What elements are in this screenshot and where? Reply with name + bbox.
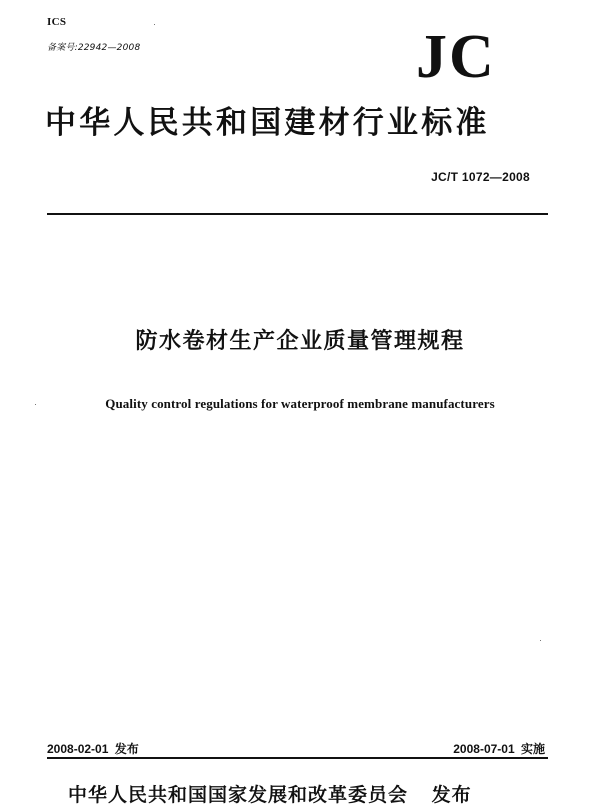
implement-label: 实施 [520,742,545,756]
organization-title: 中华人民共和国建材行业标准 [45,105,490,141]
top-divider [47,213,548,215]
issue-date-line [47,740,139,757]
ics-label: ICS [47,16,67,28]
bottom-divider [47,757,548,759]
issue-date: 2008-02-01 [47,742,109,756]
scan-speck [35,404,36,405]
standard-code: JC/T 1072—2008 [431,170,530,184]
document-title-english: Quality control regulations for waterproof membrane manufacturers [105,396,495,411]
scan-speck [540,640,541,641]
standard-mark: JC [416,23,496,91]
issue-label: 发布 [114,742,139,756]
implement-date: 2008-07-01 [453,742,515,756]
issuer-suffix: 发布 [431,784,472,806]
implement-date-line [453,740,545,757]
document-title-chinese: 防水卷材生产企业质量管理规程 [135,329,465,354]
scan-speck [154,24,155,25]
record-number: 备案号:22942—2008 [47,43,141,53]
issuer-name: 中华人民共和国国家发展和改革委员会 [68,784,409,806]
